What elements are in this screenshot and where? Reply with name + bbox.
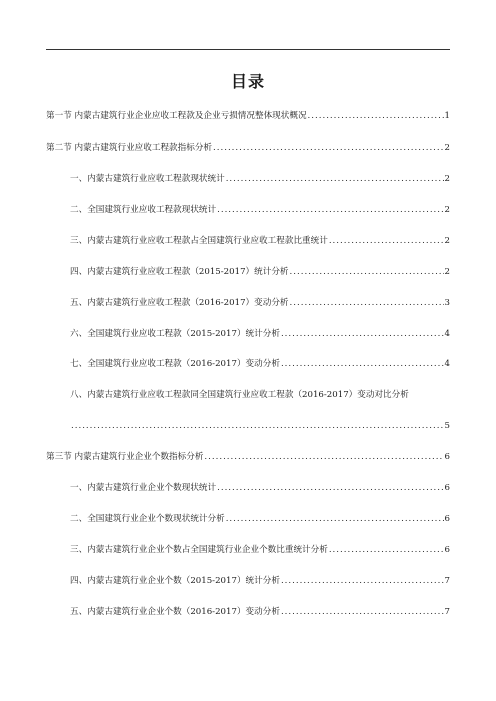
toc-leader-dots <box>308 110 444 122</box>
toc-entry-page: 6 <box>444 514 450 524</box>
toc-leader-dots <box>226 173 444 185</box>
toc-entry-3-3[interactable] <box>70 544 450 556</box>
toc-entry-2-1[interactable] <box>70 173 450 185</box>
toc-entry-label: 第三节 内蒙古建筑行业企业个数指标分析 <box>46 452 204 462</box>
toc-entry-label: 二、全国建筑行业企业个数现状统计分析 <box>70 514 225 524</box>
toc-leader-dots <box>290 266 444 278</box>
toc-entry-2-6[interactable] <box>70 328 450 340</box>
toc-leader-dots <box>329 544 444 556</box>
toc-leader-dots <box>213 142 444 154</box>
toc-entry-page: 6 <box>444 452 450 462</box>
toc-entry-page: 4 <box>444 329 450 339</box>
toc-entry-page: 2 <box>444 236 450 246</box>
toc-leader-dots <box>217 482 443 494</box>
toc-entry-label: 一、内蒙古建筑行业应收工程款现状统计 <box>70 174 225 184</box>
toc-leader-dots <box>290 297 444 309</box>
toc-entry-page: 2 <box>444 143 450 153</box>
toc-entry-2-7[interactable] <box>70 358 450 370</box>
toc-entry-3-4[interactable] <box>70 575 450 587</box>
toc-entry-3-5[interactable] <box>70 606 450 618</box>
toc-entry-2-8[interactable] <box>70 389 450 401</box>
toc-entry-page: 1 <box>444 111 450 121</box>
toc-entry-label: 第二节 内蒙古建筑行业应收工程款指标分析 <box>46 143 213 153</box>
toc-entry-page: 2 <box>444 174 450 184</box>
toc-entry-label: 七、全国建筑行业应收工程款（2016-2017）变动分析 <box>70 359 280 369</box>
toc-leader-dots <box>71 420 444 432</box>
toc-entry-label: 第一节 内蒙古建筑行业企业应收工程款及企业亏损情况整体现状概况 <box>46 111 307 121</box>
toc-entry-label: 六、全国建筑行业应收工程款（2015-2017）统计分析 <box>70 329 280 339</box>
toc-leader-dots <box>204 451 443 463</box>
toc-leader-dots <box>281 575 444 587</box>
toc-entry-section-2[interactable] <box>46 142 450 154</box>
toc-leader-dots <box>281 358 444 370</box>
toc-entry-page: 3 <box>444 298 450 308</box>
toc-entry-page: 6 <box>444 545 450 555</box>
toc-entry-label: 五、内蒙古建筑行业企业个数（2016-2017）变动分析 <box>70 607 280 617</box>
toc-entry-2-8-continuation[interactable] <box>70 420 450 432</box>
toc-entry-2-3[interactable] <box>70 235 450 247</box>
toc-entry-label: 八、内蒙古建筑行业应收工程款同全国建筑行业应收工程款（2016-2017）变动对比分析 <box>70 390 409 400</box>
toc-entry-2-2[interactable] <box>70 204 450 216</box>
toc-entry-2-5[interactable] <box>70 297 450 309</box>
toc-entry-label: 二、全国建筑行业应收工程款现状统计 <box>70 205 217 215</box>
toc-entry-page: 2 <box>444 205 450 215</box>
toc-entry-label: 五、内蒙古建筑行业应收工程款（2016-2017）变动分析 <box>70 298 289 308</box>
toc-title: 目录 <box>230 72 265 91</box>
toc-entry-page: 7 <box>444 576 450 586</box>
toc-entry-section-3[interactable] <box>46 451 450 463</box>
toc-entry-label: 三、内蒙古建筑行业应收工程款占全国建筑行业应收工程款比重统计 <box>70 236 328 246</box>
toc-leader-dots <box>281 328 444 340</box>
toc-entry-page: 2 <box>444 267 450 277</box>
toc-leader-dots <box>281 606 444 618</box>
toc-entry-2-4[interactable] <box>70 266 450 278</box>
toc-entry-label: 四、内蒙古建筑行业企业个数（2015-2017）统计分析 <box>70 576 280 586</box>
toc-entry-page: 5 <box>444 421 450 431</box>
toc-entry-label: 一、内蒙古建筑行业企业个数现状统计 <box>70 483 217 493</box>
toc-entry-label: 四、内蒙古建筑行业应收工程款（2015-2017）统计分析 <box>70 267 289 277</box>
header-rule <box>46 49 450 50</box>
toc-entry-section-1[interactable] <box>46 110 450 122</box>
toc-entry-page: 7 <box>444 607 450 617</box>
toc-entry-page: 4 <box>444 359 450 369</box>
toc-leader-dots <box>217 204 443 216</box>
toc-entry-3-1[interactable] <box>70 482 450 494</box>
toc-entry-label: 三、内蒙古建筑行业企业个数占全国建筑行业企业个数比重统计分析 <box>70 545 328 555</box>
toc-leader-dots <box>329 235 444 247</box>
toc-leader-dots <box>226 513 444 525</box>
toc-entry-3-2[interactable] <box>70 513 450 525</box>
toc-entry-page: 6 <box>444 483 450 493</box>
